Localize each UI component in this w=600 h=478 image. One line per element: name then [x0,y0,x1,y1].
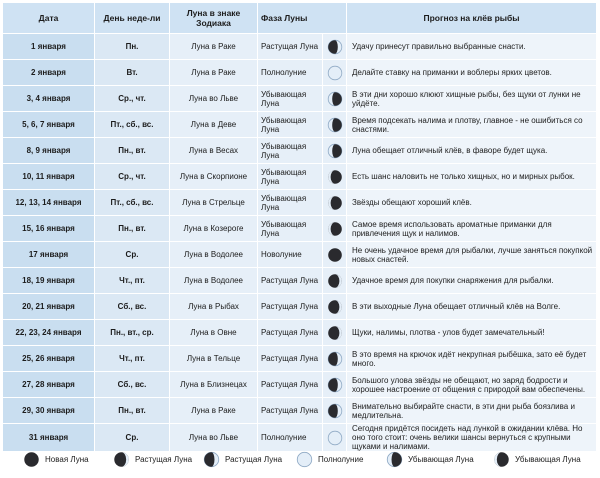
forecast-cell: Большого улова звёзды не обещают, но заряд бодрости и хорошее настроение от общения с природой вам обеспечены. [347,372,597,398]
phase-cell: Убывающая Луна [258,86,323,112]
header-phase: Фаза Луны [258,3,347,34]
date-cell: 31 января [3,424,95,452]
zodiac-cell: Луна в Весах [170,138,258,164]
phase-cell: Растущая Луна [258,372,323,398]
phase-icon-cell [323,138,347,164]
zodiac-cell: Луна в Тельце [170,346,258,372]
header-date: Дата [3,3,95,34]
phase-icon-cell [323,112,347,138]
forecast-cell: Удачное время для покупки снаряжения для рыбалки. [347,268,597,294]
date-cell: 20, 21 января [3,294,95,320]
weekday-cell: Пт., сб., вс. [95,190,170,216]
phase-cell: Убывающая Луна [258,216,323,242]
phase-cell: Растущая Луна [258,34,323,60]
forecast-cell: Звёзды обещают хороший клёв. [347,190,597,216]
waxing-gibbous-moon-icon [327,351,343,367]
phase-icon-cell [323,60,347,86]
table-row [3,216,597,242]
weekday-cell: Чт., пт. [95,268,170,294]
legend-label: Убывающая Луна [515,454,581,464]
table-row [3,372,597,398]
forecast-cell: Не очень удачное время для рыбалки, лучше заняться покупкой новых снастей. [347,242,597,268]
phase-cell: Убывающая Луна [258,190,323,216]
full-moon-icon [327,430,343,446]
phase-icon-cell [323,294,347,320]
phase-cell: Убывающая Луна [258,164,323,190]
date-cell: 2 января [3,60,95,86]
date-cell: 12, 13, 14 января [3,190,95,216]
phase-icon-cell [323,190,347,216]
table-row [3,164,597,190]
legend-label: Убывающая Луна [408,454,474,464]
date-cell: 22, 23, 24 января [3,320,95,346]
table-row [3,346,597,372]
phase-icon-cell [323,268,347,294]
new-moon-icon [327,247,343,263]
forecast-cell: Внимательно выбирайте снасти, в эти дни рыба боязлива и медлительна. [347,398,597,424]
weekday-cell: Пн., вт. [95,216,170,242]
zodiac-cell: Луна в Овне [170,320,258,346]
new-moon-icon [23,451,40,468]
calendar-body [3,34,597,452]
zodiac-cell: Луна в Стрельце [170,190,258,216]
zodiac-cell: Луна в Водолее [170,268,258,294]
weekday-cell: Пн., вт. [95,398,170,424]
phase-cell: Убывающая Луна [258,112,323,138]
forecast-cell: В это время на крючок идёт некрупная рыбёшка, зато её будет много. [347,346,597,372]
phase-cell: Растущая Луна [258,320,323,346]
header-row [3,3,597,34]
zodiac-cell: Луна в Скорпионе [170,164,258,190]
weekday-cell: Чт., пт. [95,346,170,372]
header-zodiac: Луна в знаке Зодиака [170,3,258,34]
legend-label: Растущая Луна [225,454,283,464]
weekday-cell: Ср., чт. [95,86,170,112]
legend-item [108,449,192,469]
weekday-cell: Сб., вс. [95,372,170,398]
table-row [3,34,597,60]
forecast-cell: Делайте ставку на приманки и воблеры ярких цветов. [347,60,597,86]
table-row [3,424,597,452]
phase-icon-cell [323,372,347,398]
waning-crescent-moon-icon [327,169,343,185]
header-forecast: Прогноз на клёв рыбы [347,3,597,34]
phase-cell: Растущая Луна [258,268,323,294]
waxing-crescent-moon-icon [327,325,343,341]
table-row [3,138,597,164]
forecast-cell: В эти выходные Луна обещает отличный клёв на Волге. [347,294,597,320]
forecast-cell: Есть шанс наловить не только хищных, но и мирных рыбок. [347,164,597,190]
table-row [3,86,597,112]
weekday-cell: Вт. [95,60,170,86]
date-cell: 18, 19 января [3,268,95,294]
date-cell: 1 января [3,34,95,60]
legend-item [291,449,363,469]
forecast-cell: Щуки, налимы, плотва - улов будет замечательный! [347,320,597,346]
weekday-cell: Пн., вт., ср. [95,320,170,346]
phase-cell: Растущая Луна [258,294,323,320]
forecast-cell: Удачу принесут правильно выбранные снасти. [347,34,597,60]
zodiac-cell: Луна в Водолее [170,242,258,268]
waxing-gibbous-moon-icon [203,451,220,468]
table-row [3,294,597,320]
legend [0,449,600,469]
phase-icon-cell [323,320,347,346]
date-cell: 3, 4 января [3,86,95,112]
phase-cell: Растущая Луна [258,398,323,424]
waxing-crescent-moon-icon [327,273,343,289]
phase-cell: Полнолуние [258,424,323,452]
table-row [3,398,597,424]
phase-icon-cell [323,424,347,452]
zodiac-cell: Луна во Льве [170,424,258,452]
date-cell: 10, 11 января [3,164,95,190]
phase-icon-cell [323,164,347,190]
full-moon-icon [296,451,313,468]
weekday-cell: Сб., вс. [95,294,170,320]
waning-gibbous-moon-icon [327,117,343,133]
zodiac-cell: Луна во Льве [170,86,258,112]
waning-crescent-moon-icon [493,451,510,468]
forecast-cell: Сегодня придётся посидеть над лункой в ожидании клёва. Но оно того стоит: очень велики шансы вернуться с крупными щуками и налимами. [347,424,597,452]
legend-label: Новая Луна [45,454,89,464]
table-row [3,268,597,294]
table-row [3,190,597,216]
zodiac-cell: Луна в Деве [170,112,258,138]
phase-icon-cell [323,216,347,242]
table-row [3,60,597,86]
weekday-cell: Пн., вт. [95,138,170,164]
zodiac-cell: Луна в Раке [170,60,258,86]
waxing-gibbous-moon-icon [327,403,343,419]
legend-item [18,449,89,469]
phase-icon-cell [323,86,347,112]
waning-crescent-moon-icon [327,195,343,211]
calendar-table [2,2,597,452]
zodiac-cell: Луна в Козероге [170,216,258,242]
date-cell: 5, 6, 7 января [3,112,95,138]
full-moon-icon [327,65,343,81]
waning-crescent-moon-icon [327,221,343,237]
header-day: День неде-ли [95,3,170,34]
date-cell: 17 января [3,242,95,268]
zodiac-cell: Луна в Близнецах [170,372,258,398]
table-row [3,320,597,346]
waning-gibbous-moon-icon [327,91,343,107]
forecast-cell: Луна обещает отличный клёв, в фаворе будет щука. [347,138,597,164]
phase-cell: Полнолуние [258,60,323,86]
waning-gibbous-moon-icon [327,143,343,159]
legend-item [488,449,581,469]
date-cell: 25, 26 января [3,346,95,372]
legend-label: Полнолуние [318,454,364,464]
weekday-cell: Пт., сб., вс. [95,112,170,138]
table-row [3,242,597,268]
waxing-gibbous-moon-icon [327,39,343,55]
table-row [3,112,597,138]
zodiac-cell: Луна в Раке [170,398,258,424]
legend-item [381,449,474,469]
date-cell: 15, 16 января [3,216,95,242]
legend-label: Растущая Луна [135,454,193,464]
weekday-cell: Ср., чт. [95,164,170,190]
phase-cell: Убывающая Луна [258,138,323,164]
waxing-crescent-moon-icon [327,299,343,315]
waxing-crescent-moon-icon [113,451,130,468]
weekday-cell: Ср. [95,424,170,452]
phase-cell: Новолуние [258,242,323,268]
zodiac-cell: Луна в Рыбах [170,294,258,320]
zodiac-cell: Луна в Раке [170,34,258,60]
phase-cell: Растущая Луна [258,346,323,372]
weekday-cell: Ср. [95,242,170,268]
forecast-cell: Самое время использовать ароматные приманки для привлечения щук и налимов. [347,216,597,242]
date-cell: 27, 28 января [3,372,95,398]
phase-icon-cell [323,34,347,60]
forecast-cell: В эти дни хорошо клюют хищные рыбы, без щуки от лунки не уйдёте. [347,86,597,112]
waning-gibbous-moon-icon [386,451,403,468]
legend-item [198,449,282,469]
forecast-cell: Время подсекать налима и плотву, главное - не ошибиться со снастями. [347,112,597,138]
date-cell: 8, 9 января [3,138,95,164]
weekday-cell: Пн. [95,34,170,60]
phase-icon-cell [323,398,347,424]
waxing-gibbous-moon-icon [327,377,343,393]
phase-icon-cell [323,242,347,268]
phase-icon-cell [323,346,347,372]
date-cell: 29, 30 января [3,398,95,424]
